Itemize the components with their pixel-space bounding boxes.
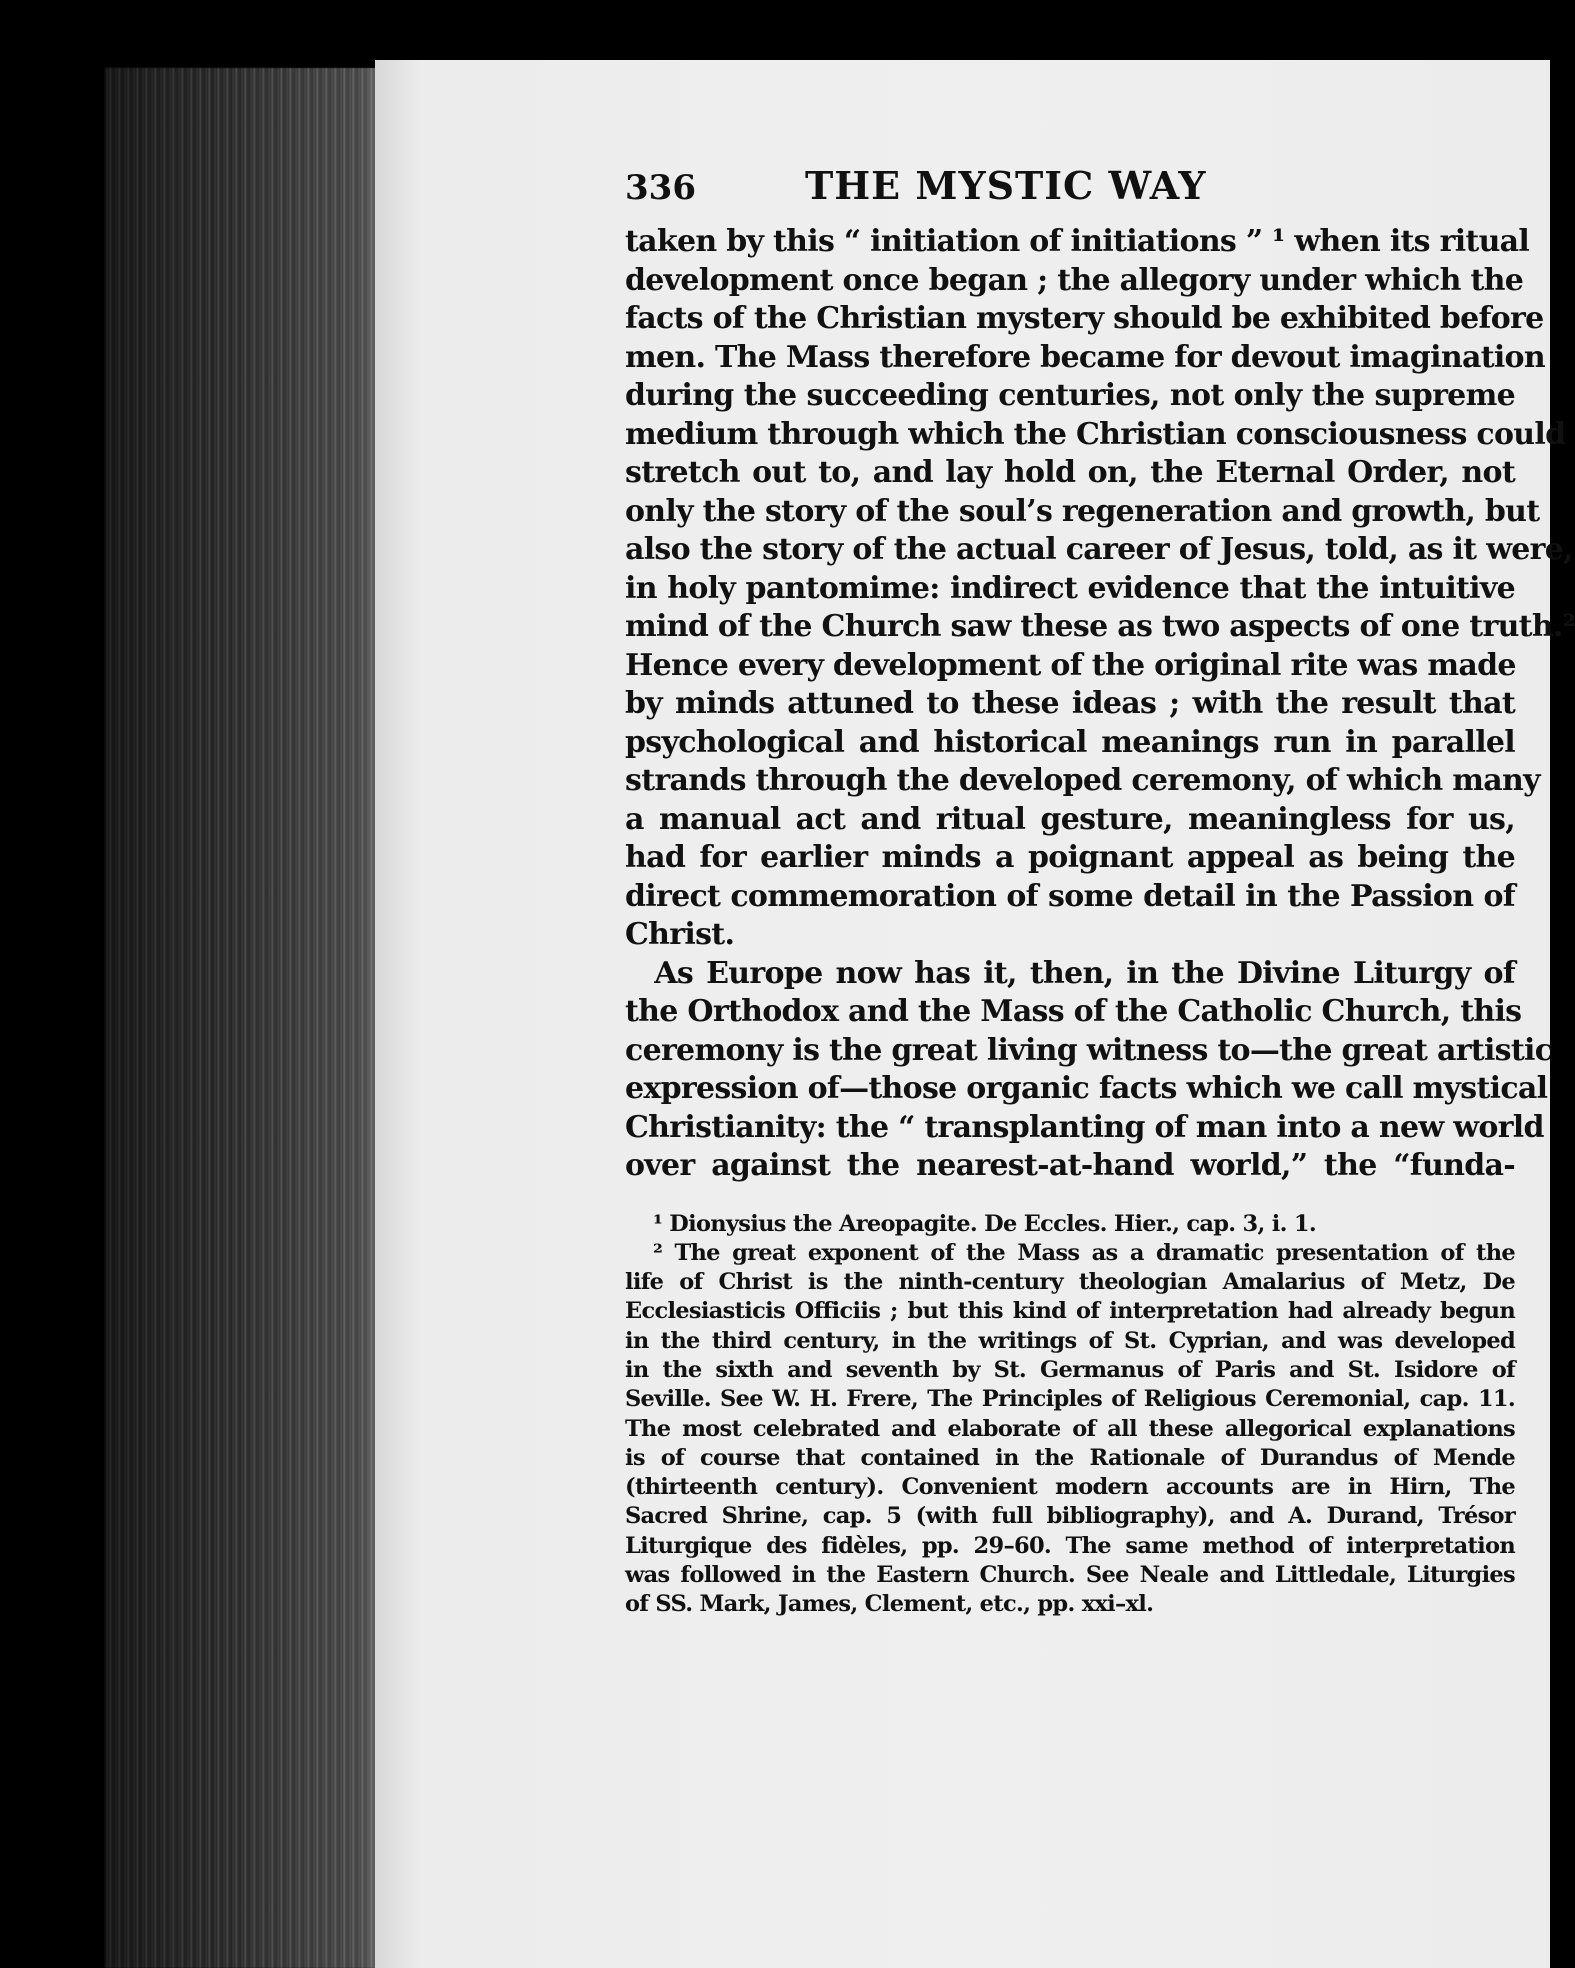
body-line: stretch out to, and lay hold on, the Eternal Order, not: [625, 455, 1515, 490]
page-number: 336: [625, 168, 696, 208]
footnotes: [625, 1210, 1515, 1620]
footnote-line: Ecclesiasticis Officiis ; but this kind of interpretation had already begun: [625, 1298, 1515, 1325]
body-line: by minds attuned to these ideas ; with the result that: [625, 686, 1515, 721]
body-line: during the succeeding centuries, not only the supreme: [625, 378, 1515, 413]
body-line: taken by this “ initiation of initiations ” ¹ when its ritual: [625, 224, 1530, 259]
body-text: [625, 223, 1575, 1186]
footnote-line: The most celebrated and elaborate of all these allegorical explanations: [625, 1415, 1515, 1442]
footnote-line: Liturgique des fidèles, pp. 29–60. The same method of interpretation: [625, 1532, 1515, 1559]
body-line: men. The Mass therefore became for devout imagination: [625, 339, 1545, 375]
page-content: [625, 163, 1575, 1620]
body-line: also the story of the actual career of Jesus, told, as it were,: [625, 532, 1573, 567]
book-page: [375, 60, 1575, 1968]
body-line: strands through the developed ceremony, of which many: [625, 763, 1540, 798]
footnote-line: Sacred Shrine, cap. 5 (with full bibliography), and A. Durand, Trésor: [625, 1503, 1515, 1530]
footnote-line: was followed in the Eastern Church. See Neale and Littledale, Liturgies: [625, 1562, 1515, 1589]
body-line: a manual act and ritual gesture, meaningless for us,: [625, 801, 1515, 837]
body-line: in holy pantomime: indirect evidence that the intuitive: [625, 570, 1515, 606]
body-line: direct commemoration of some detail in the Passion of: [625, 878, 1515, 914]
footnote-line: Seville. See W. H. Frere, The Principles of Religious Ceremonial, cap. 11.: [625, 1386, 1515, 1413]
footnote-line: ² The great exponent of the Mass as a dramatic presentation of the: [653, 1239, 1515, 1266]
running-head: [625, 163, 1515, 223]
footnote-line: (thirteenth century). Convenient modern accounts are in Hirn, The: [625, 1474, 1515, 1501]
body-line: medium through which the Christian consciousness could: [625, 416, 1566, 452]
footnote-line: in the third century, in the writings of St. Cyprian, and was developed: [625, 1327, 1515, 1354]
body-line: over against the nearest-at-hand world,” the “funda-: [625, 1148, 1515, 1183]
body-line: Christianity: the “ transplanting of man into a new world: [625, 1109, 1544, 1145]
body-line: facts of the Christian mystery should be exhibited before: [625, 301, 1544, 336]
footnote-line: is of course that contained in the Rationale of Durandus of Mende: [625, 1444, 1515, 1471]
body-line: had for earlier minds a poignant appeal as being the: [625, 840, 1515, 875]
running-title: THE MYSTIC WAY: [805, 163, 1207, 208]
body-line: ceremony is the great living witness to—the great artistic: [625, 1032, 1553, 1068]
footnote-line: in the sixth and seventh by St. Germanus of Paris and St. Isidore of: [625, 1356, 1515, 1383]
footnote-line: life of Christ is the ninth-century theologian Amalarius of Metz, De: [625, 1269, 1515, 1296]
footnote-line: of SS. Mark, James, Clement, etc., pp. xxi–xl.: [625, 1591, 1154, 1618]
body-line: only the story of the soul’s regeneration and growth, but: [625, 493, 1540, 529]
footnote-line: ¹ Dionysius the Areopagite. De Eccles. Hier., cap. 3, i. 1.: [653, 1210, 1316, 1237]
body-line: Hence every development of the original rite was made: [625, 647, 1516, 683]
body-line: Christ.: [625, 917, 735, 952]
body-line: mind of the Church saw these as two aspects of one truth.²: [625, 609, 1575, 644]
body-line: development once began ; the allegory under which the: [625, 262, 1524, 298]
body-line: As Europe now has it, then, in the Divine Liturgy of: [625, 955, 1515, 991]
body-line: expression of—those organic facts which we call mystical: [625, 1071, 1548, 1106]
book-fore-edge-shadow: [105, 68, 390, 1968]
body-line: psychological and historical meanings run in parallel: [625, 724, 1515, 760]
body-line: the Orthodox and the Mass of the Catholic Church, this: [625, 994, 1522, 1029]
